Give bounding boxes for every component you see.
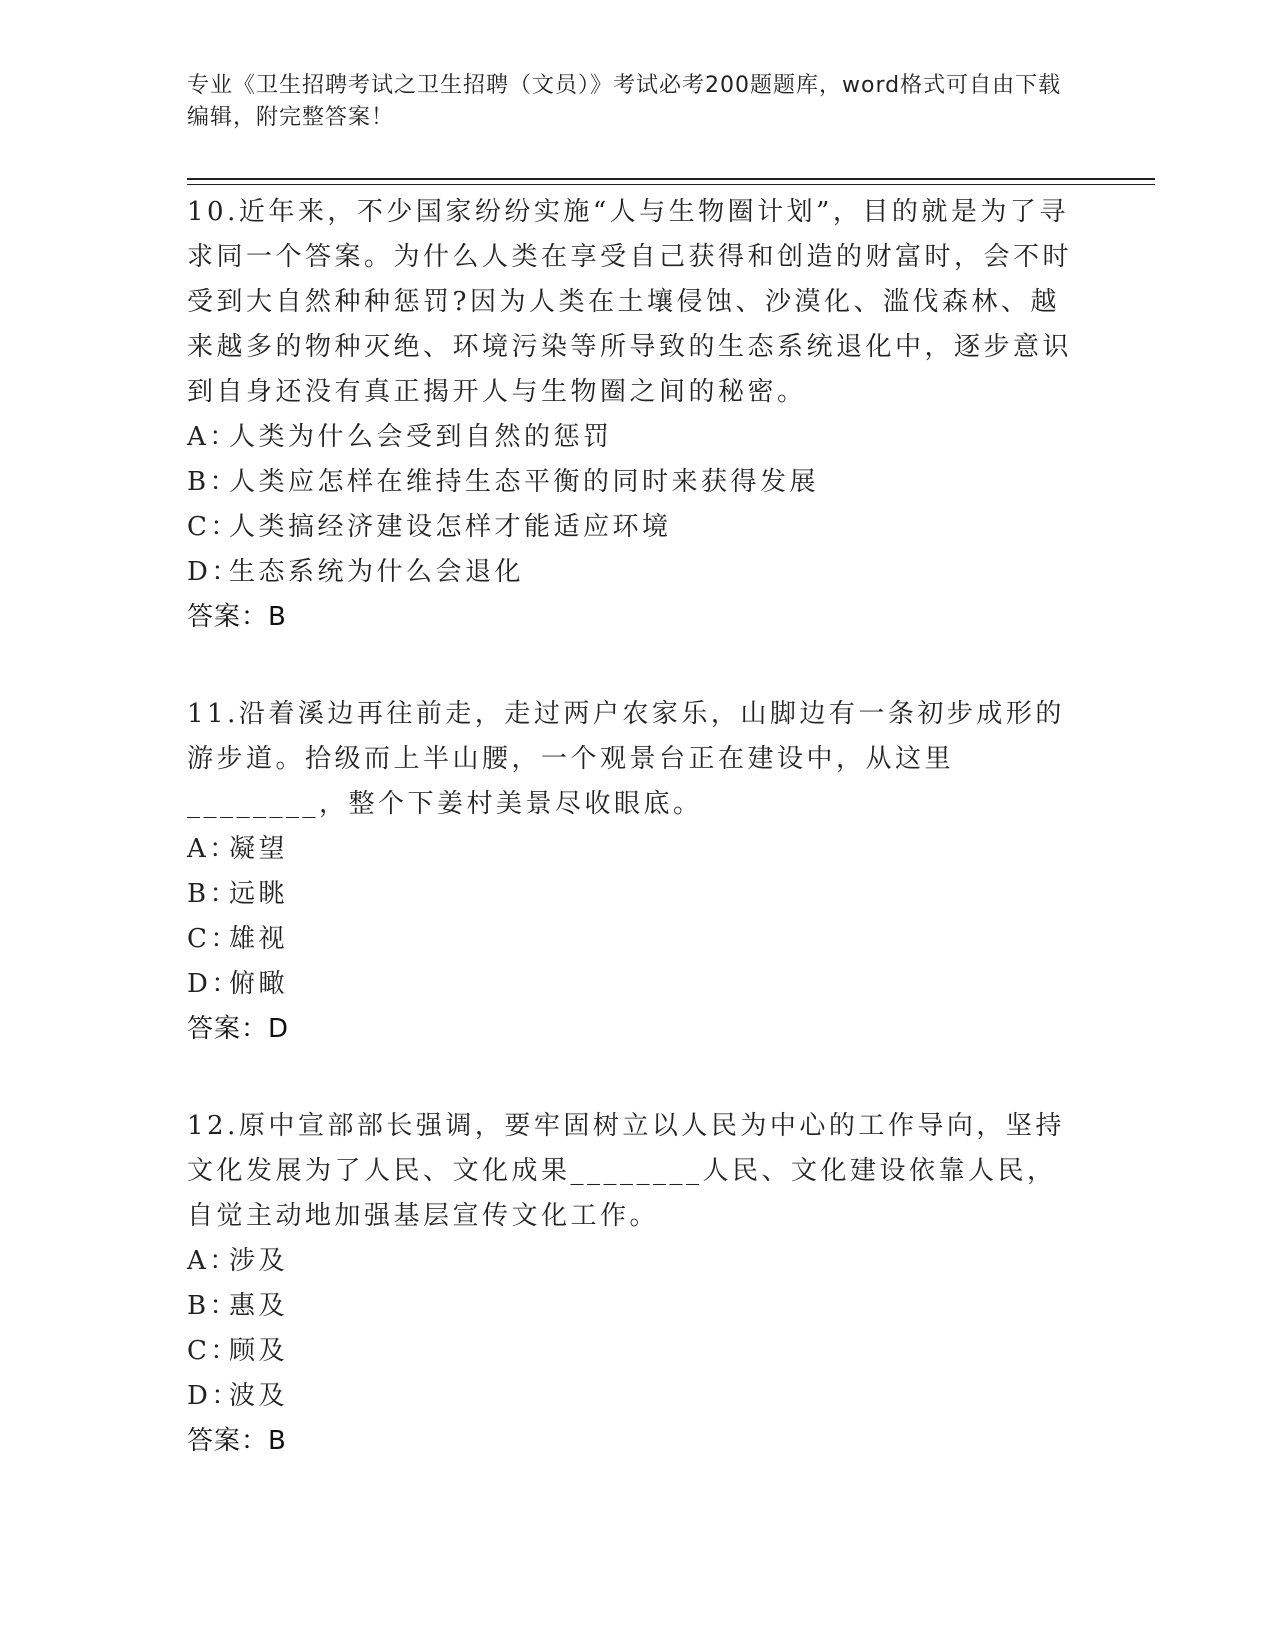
option-text: 俯瞰 — [229, 969, 289, 999]
option-text: 顾及 — [229, 1336, 289, 1366]
option-text: 远眺 — [229, 879, 289, 909]
option-d — [187, 1374, 1077, 1419]
option-key: A： — [187, 834, 239, 864]
option-key: B： — [187, 467, 240, 497]
option-text: 人类搞经济建设怎样才能适应环境 — [229, 512, 672, 542]
option-d — [187, 550, 1077, 595]
question-stem: 10.近年来，不少国家纷纷实施“人与生物圈计划”，目的就是为了寻求同一个答案。为什么人类在享受自己获得和创造的财富时，会不时受到大自然种种惩罚?因为人类在土壤侵蚀、沙漠化、滥伐森林、越来越多的物种灭绝、环境污染等所导致的生态系统退化中，逐步意识到自身还没有真正揭开人与生物圈之间的秘密。 — [187, 197, 1073, 407]
option-key: C： — [187, 924, 240, 954]
header-rule-thin — [187, 184, 1155, 185]
question-list — [187, 190, 1077, 1516]
answer-line: 答案：B — [187, 602, 287, 632]
option-key: A： — [187, 1246, 239, 1276]
option-b — [187, 1284, 1077, 1329]
option-text: 涉及 — [229, 1246, 289, 1276]
option-text: 波及 — [229, 1381, 289, 1411]
option-a — [187, 415, 1077, 460]
option-d — [187, 962, 1077, 1007]
question-11 — [187, 692, 1077, 1052]
option-c — [187, 917, 1077, 962]
option-key: C： — [187, 512, 240, 542]
option-c — [187, 505, 1077, 550]
option-a — [187, 827, 1077, 872]
option-b — [187, 872, 1077, 917]
option-text: 惠及 — [229, 1291, 289, 1321]
option-text: 人类为什么会受到自然的惩罚 — [229, 422, 613, 452]
option-a — [187, 1239, 1077, 1284]
option-text: 人类应怎样在维持生态平衡的同时来获得发展 — [229, 467, 820, 497]
option-key: B： — [187, 879, 240, 909]
question-stem: 11.沿着溪边再往前走，走过两户农家乐，山脚边有一条初步成形的游步道。拾级而上半山腰，一个观景台正在建设中，从这里________，整个下姜村美景尽收眼底。 — [187, 699, 1065, 819]
answer-line: 答案：D — [187, 1014, 290, 1044]
option-key: D： — [187, 557, 241, 587]
option-key: B： — [187, 1291, 240, 1321]
document-header: 专业《卫生招聘考试之卫生招聘（文员）》考试必考200题题库，word格式可自由下载编辑，附完整答案！ — [187, 73, 1062, 130]
option-b — [187, 460, 1077, 505]
option-key: D： — [187, 1381, 241, 1411]
answer-line: 答案：B — [187, 1426, 287, 1456]
option-text: 生态系统为什么会退化 — [229, 557, 525, 587]
option-key: C： — [187, 1336, 240, 1366]
option-text: 凝望 — [229, 834, 289, 864]
option-key: D： — [187, 969, 241, 999]
option-key: A： — [187, 422, 239, 452]
option-text: 雄视 — [229, 924, 289, 954]
question-10 — [187, 190, 1077, 640]
header-rule-thick — [187, 178, 1155, 180]
option-c — [187, 1329, 1077, 1374]
question-12 — [187, 1104, 1077, 1464]
question-stem: 12.原中宣部部长强调，要牢固树立以人民为中心的工作导向，坚持文化发展为了人民、文化成果________人民、文化建设依靠人民，自觉主动地加强基层宣传文化工作。 — [187, 1111, 1065, 1231]
